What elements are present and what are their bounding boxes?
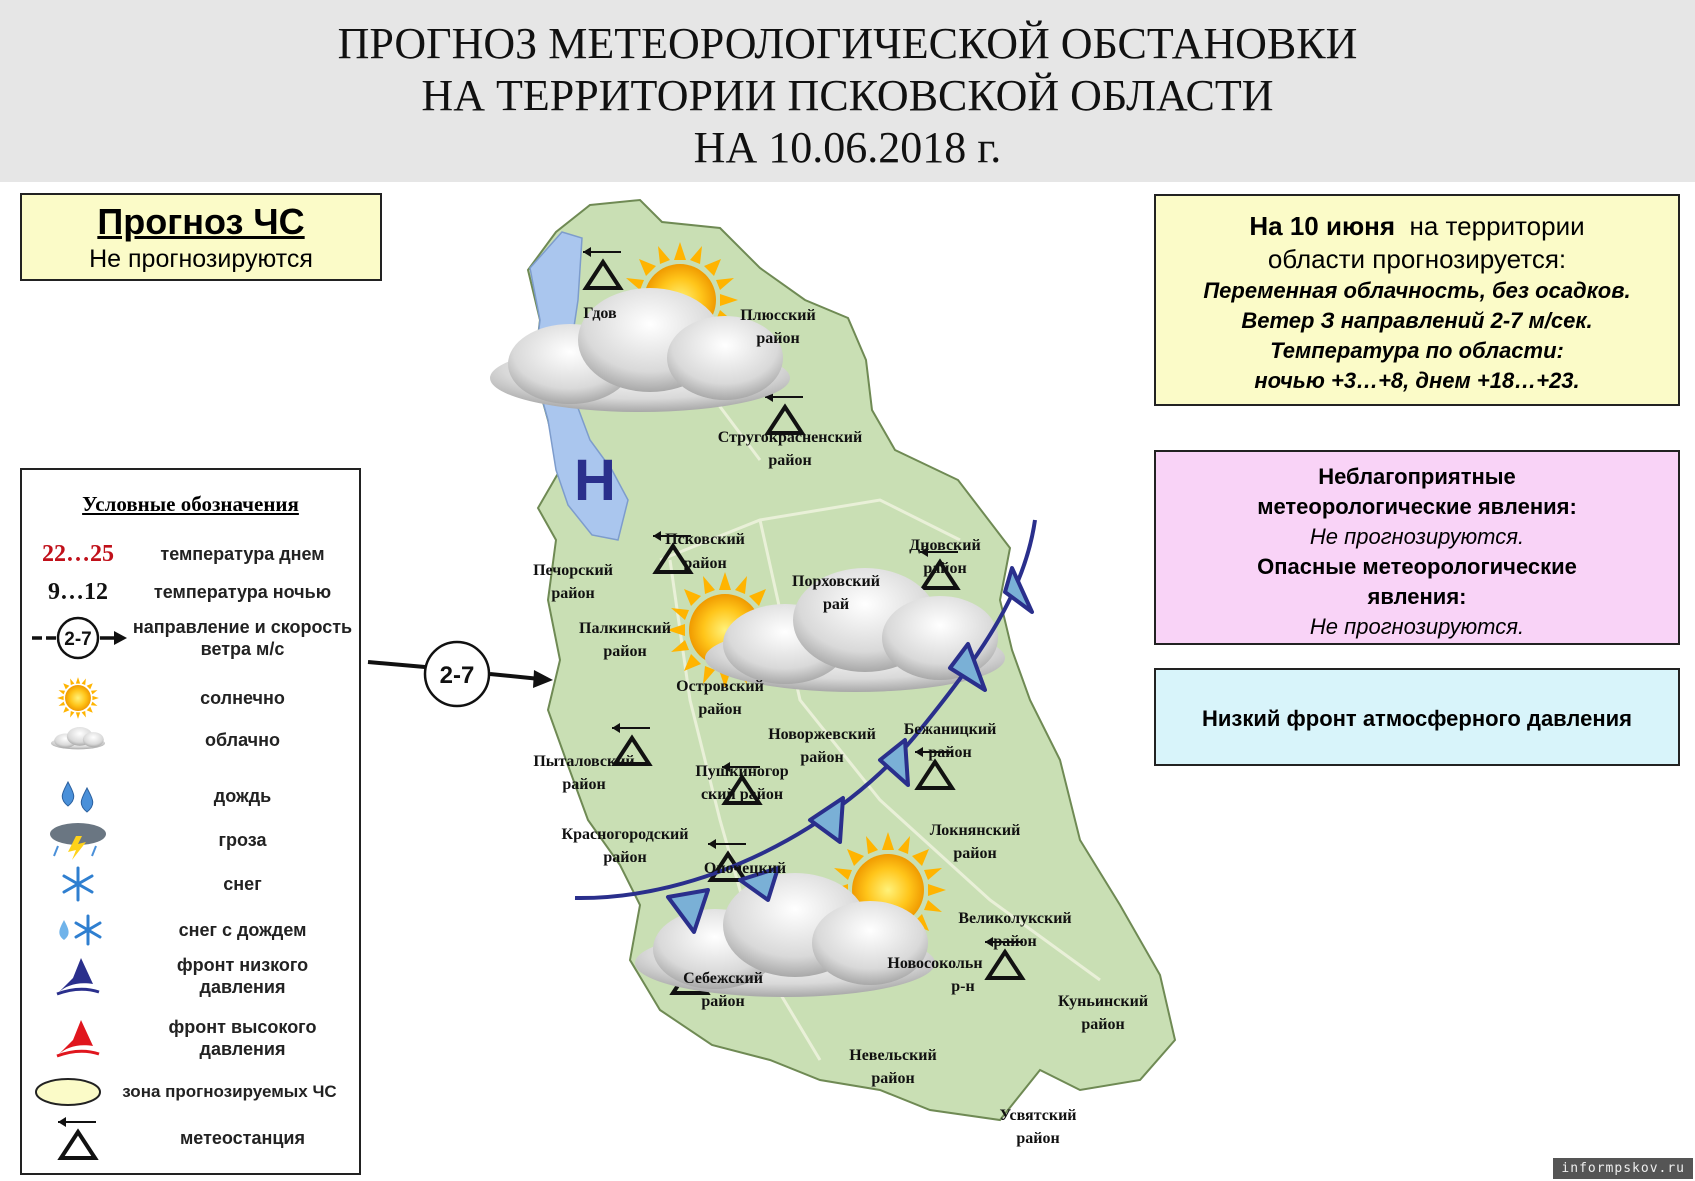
district-label: Дновский <box>909 537 981 554</box>
front-note-panel <box>1154 668 1680 766</box>
legend-item <box>22 1070 359 1114</box>
district-label: Себежский <box>683 970 763 987</box>
emergency-forecast-value: Не прогнозируются <box>89 245 313 273</box>
district-label: район <box>562 776 606 793</box>
legend-label: облачно <box>205 730 280 750</box>
legend-label: снег с дождем <box>178 920 307 940</box>
district-label: Красногородский <box>561 826 689 843</box>
emergency-forecast-title: Прогноз ЧС <box>97 201 305 242</box>
legend-label: солнечно <box>200 688 285 708</box>
district-label: район <box>1081 1016 1125 1033</box>
legend-item <box>22 954 359 998</box>
legend-title: Условные обозначения <box>82 492 299 516</box>
snow-icon <box>58 864 98 904</box>
forecast-line-2: области прогнозируется: <box>1267 244 1567 274</box>
title-line-2: НА ТЕРРИТОРИИ ПСКОВСКОЙ ОБЛАСТИ <box>421 71 1274 120</box>
sun-icon <box>55 676 101 720</box>
district-label: район <box>683 555 727 572</box>
district-label: Плюсский <box>740 307 816 324</box>
wind-arrow <box>368 642 553 706</box>
adverse-heading-line-2: метеорологические явления: <box>1257 494 1577 519</box>
district-label: Новосокольн <box>887 955 983 972</box>
legend-day-temp-sample: 22…25 <box>42 540 114 567</box>
district-label: район <box>551 585 595 602</box>
district-label: Локнянский <box>929 822 1021 839</box>
legend-panel <box>20 468 361 1175</box>
high-pressure-front-icon <box>53 1016 103 1060</box>
adverse-value: Не прогнозируются. <box>1309 524 1525 549</box>
district-label: район <box>1016 1130 1060 1147</box>
emergency-forecast-panel <box>20 193 382 281</box>
weather-forecast-panel <box>1154 194 1680 406</box>
legend-label: метеостанция <box>179 1128 305 1148</box>
legend-label: дождь <box>213 786 272 806</box>
district-label: рай <box>822 596 850 613</box>
district-label: район <box>603 849 647 866</box>
district-label: Опочецкий <box>703 860 787 877</box>
wind-speed-label: 2-7 <box>439 662 475 689</box>
district-label: район <box>701 993 745 1010</box>
legend-label: снег <box>223 874 262 894</box>
legend-label: фронт высокого давления <box>168 1017 317 1059</box>
forecast-temperature-heading: Температура по области: <box>1270 338 1564 363</box>
district-label: Невельский <box>849 1047 937 1064</box>
district-label: ский район <box>700 786 784 803</box>
district-label: Гдов <box>583 305 617 322</box>
legend-label: направление и скорость ветра м/с <box>132 617 353 659</box>
district-label: Порховский <box>792 573 880 590</box>
legend-label: гроза <box>218 830 267 850</box>
watermark: informpskov.ru <box>1553 1158 1693 1179</box>
legend-item <box>22 718 359 762</box>
district-label: район <box>800 749 844 766</box>
district-label: Великолукский <box>958 910 1072 927</box>
thunderstorm-icon <box>46 820 110 860</box>
sleet-icon <box>50 910 106 950</box>
low-pressure-front-icon <box>53 954 103 998</box>
front-note-text: Низкий фронт атмосферного давления <box>1202 706 1632 731</box>
adverse-phenomena-panel <box>1154 450 1680 645</box>
low-pressure-center-label: Н <box>574 448 616 513</box>
district-label: район <box>698 701 742 718</box>
legend-item <box>22 908 359 952</box>
legend-item <box>22 570 359 614</box>
district-label: район <box>756 330 800 347</box>
cloud-icon <box>48 718 108 762</box>
adverse-heading-line-1: Неблагоприятные <box>1318 464 1516 489</box>
district-label: район <box>603 643 647 660</box>
district-label: Усвятский <box>999 1107 1077 1124</box>
forecast-cloudiness: Переменная облачность, без осадков. <box>1203 278 1631 303</box>
dangerous-heading-line-2: явления: <box>1367 584 1467 609</box>
forecast-intro <box>1156 210 1678 243</box>
district-label: Печорский <box>533 562 613 579</box>
district-label: Стругокрасненский <box>717 429 863 446</box>
district-label: Островский <box>676 678 764 695</box>
legend-item <box>22 818 359 862</box>
dangerous-value: Не прогнозируются. <box>1309 614 1525 639</box>
district-label: район <box>993 933 1037 950</box>
forecast-intro-rest: на территории <box>1409 211 1585 241</box>
rain-icon <box>53 776 103 816</box>
legend-label: зона прогнозируемых ЧС <box>122 1082 337 1101</box>
legend-label: температура ночью <box>153 582 332 602</box>
legend-item <box>22 616 359 660</box>
district-label: Пушкиногор <box>695 763 789 780</box>
district-label: район <box>953 845 997 862</box>
emergency-zone-icon <box>33 1076 103 1108</box>
forecast-temperature-values: ночью +3…+8, днем +18…+23. <box>1254 368 1580 393</box>
district-label: Куньинский <box>1057 993 1149 1010</box>
district-label: Бежаницкий <box>903 721 997 738</box>
district-label: Пыталовский <box>533 753 635 770</box>
legend-night-temp-sample: 9…12 <box>48 578 108 605</box>
district-label: р-н <box>951 978 975 995</box>
district-label: Палкинский <box>579 620 671 637</box>
district-label: район <box>768 452 812 469</box>
legend-item <box>22 1016 359 1060</box>
weather-station-icon <box>53 1116 103 1160</box>
dangerous-heading-line-1: Опасные метеорологические <box>1257 554 1577 579</box>
legend-label: фронт низкого давления <box>176 955 309 997</box>
legend-label: температура днем <box>160 544 325 564</box>
district-label: Новоржевский <box>768 726 876 743</box>
district-label: район <box>871 1070 915 1087</box>
legend-item <box>22 862 359 906</box>
district-label: район <box>923 560 967 577</box>
title-line-3: НА 10.06.2018 г. <box>693 123 1002 172</box>
legend-item <box>22 676 359 720</box>
district-label: район <box>928 744 972 761</box>
legend-item <box>22 1116 359 1160</box>
title-line-1: ПРОГНОЗ МЕТЕОРОЛОГИЧЕСКОЙ ОБСТАНОВКИ <box>337 19 1358 68</box>
forecast-date: На 10 июня <box>1249 211 1396 241</box>
district-label: Псковский <box>665 531 745 548</box>
forecast-wind: Ветер З направлений 2-7 м/сек. <box>1241 308 1593 333</box>
legend-wind-sample: 2-7 <box>64 629 92 650</box>
legend-item <box>22 774 359 818</box>
wind-arrow-icon <box>28 616 128 660</box>
